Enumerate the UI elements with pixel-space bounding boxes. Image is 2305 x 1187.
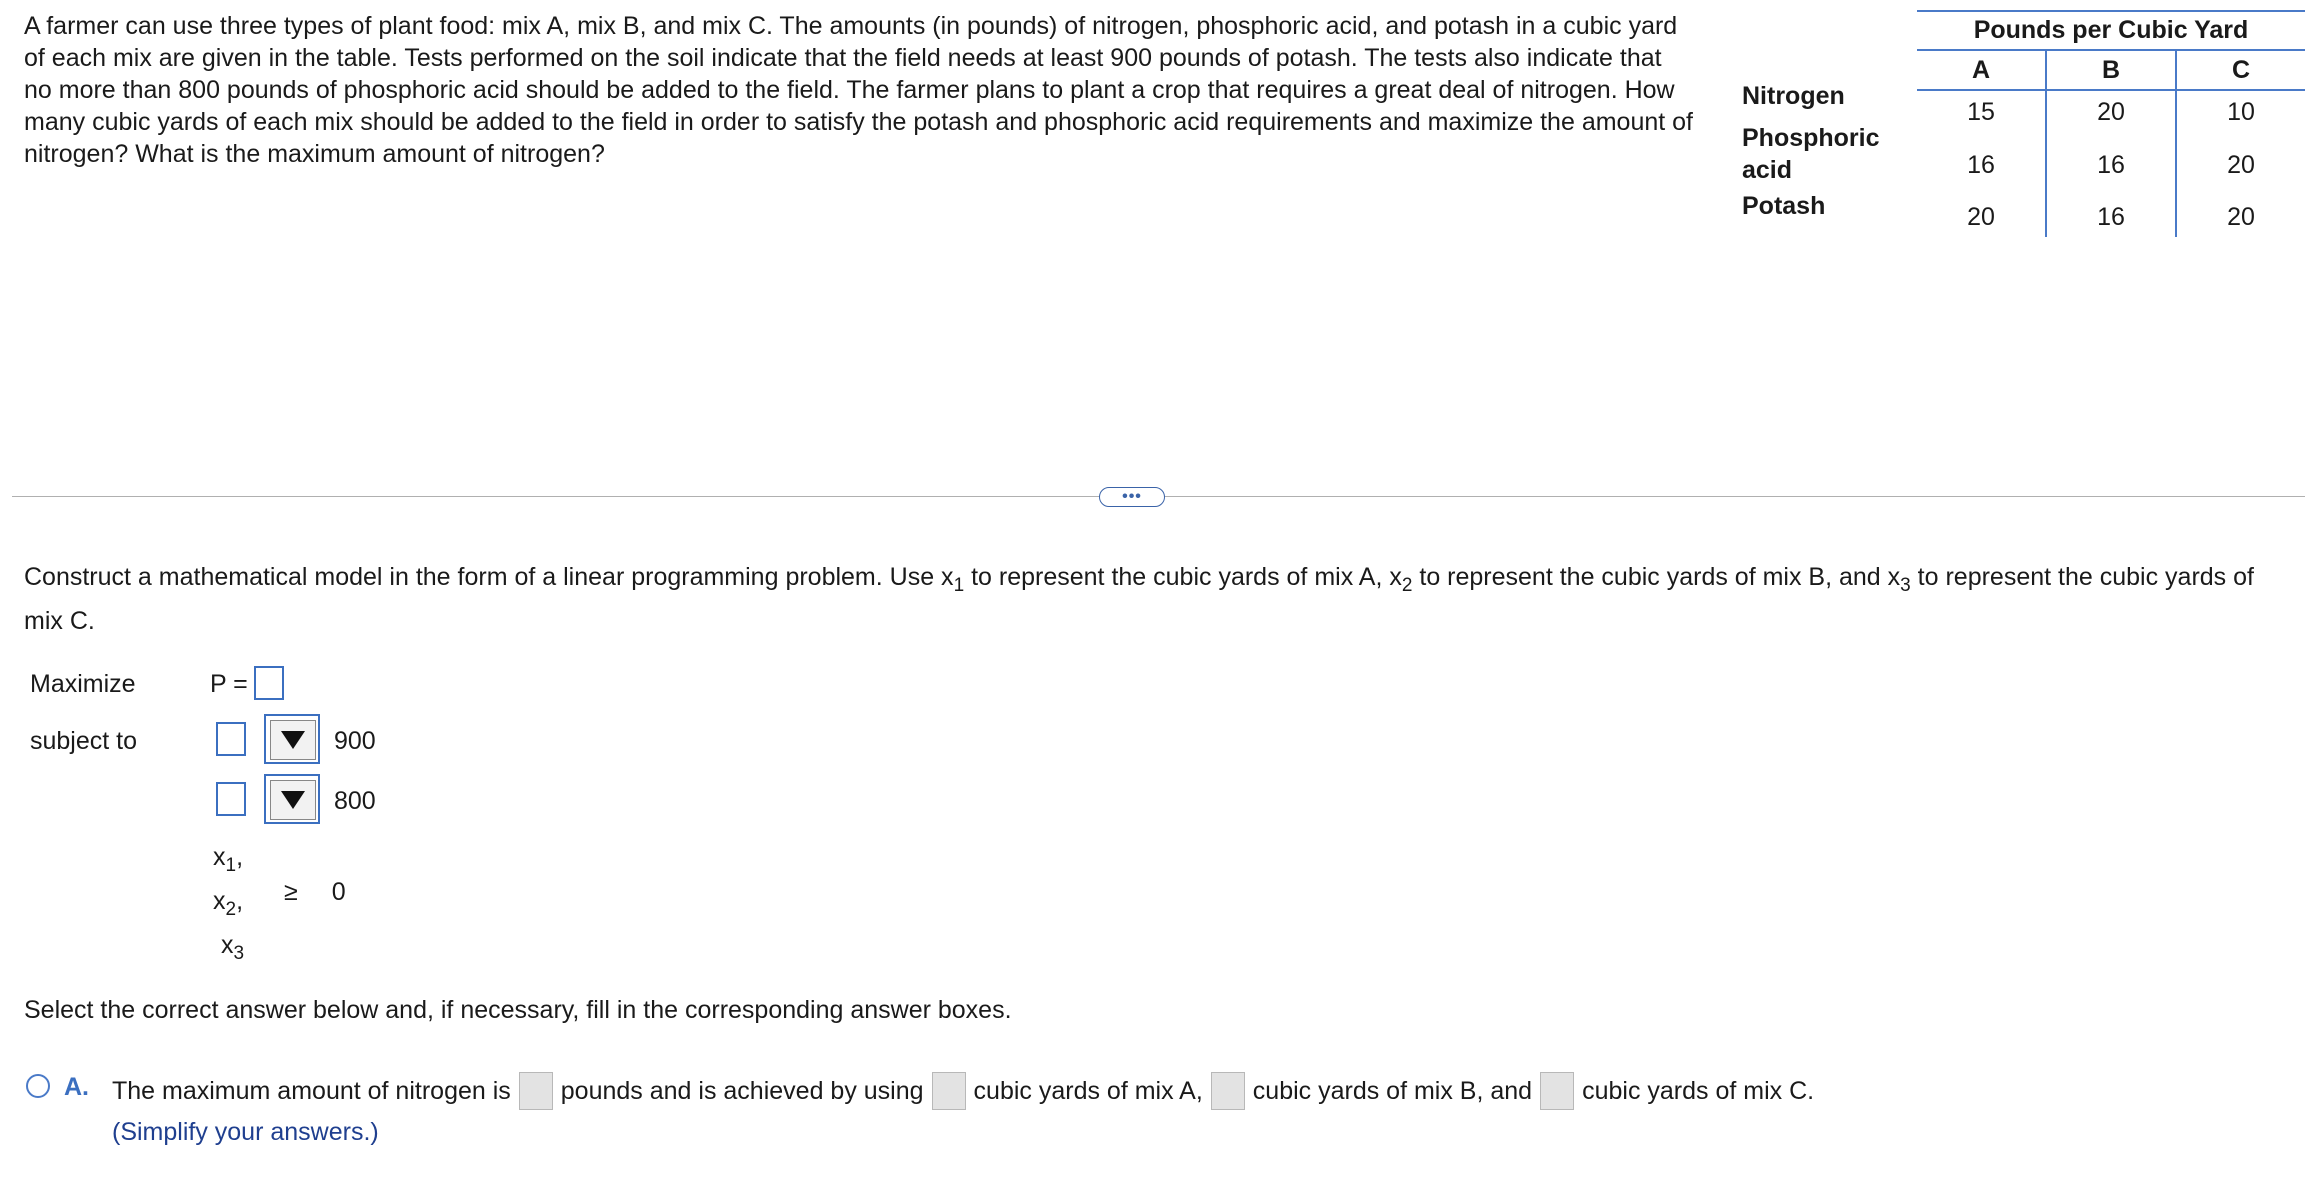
dropdown-arrow-icon <box>270 780 316 820</box>
table-cell: 20 <box>2227 150 2255 179</box>
table-cell: 10 <box>2227 97 2255 126</box>
row-label-potash: Potash <box>1742 192 1826 220</box>
nonnegativity-variables: $x_1$, $x_2$, $x_3$ <box>213 843 245 964</box>
answer-box-nitrogen[interactable] <box>519 1072 553 1110</box>
maximize-label: Maximize <box>30 670 136 698</box>
option-a-letter: A. <box>64 1073 89 1101</box>
constraint2-inequality-dropdown[interactable] <box>264 774 320 824</box>
table-cell: 16 <box>1917 133 2046 197</box>
option-a-radio[interactable] <box>26 1074 50 1098</box>
constraint2-rhs: 800 <box>334 787 376 815</box>
objective-input[interactable] <box>254 666 284 700</box>
constraint1-inequality-dropdown[interactable] <box>264 714 320 764</box>
col-header-a: A <box>1917 50 2046 90</box>
more-options-button[interactable]: ••• <box>1099 487 1165 507</box>
constraint1-lhs-input[interactable] <box>216 722 246 756</box>
table-cell: 20 <box>2046 90 2176 133</box>
table-cell: 15 <box>1917 90 2046 133</box>
nutrient-table <box>1917 10 2305 237</box>
dropdown-arrow-icon <box>270 720 316 760</box>
table-header: Pounds per Cubic Yard <box>1917 11 2305 50</box>
table-cell: 20 <box>2227 202 2255 231</box>
objective-prefix: P = <box>210 670 248 698</box>
simplify-note: (Simplify your answers.) <box>112 1118 379 1146</box>
table-cell: 20 <box>1917 197 2046 237</box>
constraint1-rhs: 900 <box>334 727 376 755</box>
constraint2-lhs-input[interactable] <box>216 782 246 816</box>
option-a-text: The maximum amount of nitrogen is pounds and is achieved by using cubic yards of mix A, cubic yards of mix B, and cubic yards of mix C. <box>112 1072 1814 1110</box>
col-header-b: B <box>2046 50 2176 90</box>
nonnegativity-constraint: ≥ 0 <box>284 878 346 906</box>
table-cell: 16 <box>2046 197 2176 237</box>
row-label-acid: acid <box>1742 156 1793 184</box>
row-label-nitrogen: Nitrogen <box>1742 82 1845 110</box>
subject-to-label: subject to <box>30 727 138 755</box>
instruction-text: Construct a mathematical model in the form of a linear programming problem. Use $x_1$ to represent the cubic yards of mix A, $x_2$ to represent the cubic yards of mix B, and $x_3$ to represent the cubic yards of mix C. <box>24 563 2254 635</box>
answer-box-mix-c[interactable] <box>1540 1072 1574 1110</box>
row-label-phosphoric: Phosphoric <box>1742 124 1880 152</box>
problem-text: A farmer can use three types of plant food: mix A, mix B, and mix C. The amounts (in pounds) of nitrogen, phosphoric acid, and potash in a cubic yard of each mix are given in the table. Tests performed on the soil indicate that the field needs at least 900 pounds of potash. The tests also indicate that no more than 800 pounds of phosphoric acid should be added to the field. The farmer plans to plant a crop that requires a great deal of nitrogen. How many cubic yards of each mix should be added to the field in order to satisfy the potash and phosphoric acid requirements and maximize the amount of nitrogen? What is the maximum amount of nitrogen? <box>24 12 1693 168</box>
table-row <box>1917 90 2305 133</box>
select-instruction: Select the correct answer below and, if necessary, fill in the corresponding answer boxes. <box>24 996 1012 1024</box>
table-row <box>1917 133 2305 197</box>
answer-box-mix-b[interactable] <box>1211 1072 1245 1110</box>
col-header-c: C <box>2176 50 2305 90</box>
answer-box-mix-a[interactable] <box>932 1072 966 1110</box>
table-row <box>1917 197 2305 237</box>
table-cell: 16 <box>2046 133 2176 197</box>
